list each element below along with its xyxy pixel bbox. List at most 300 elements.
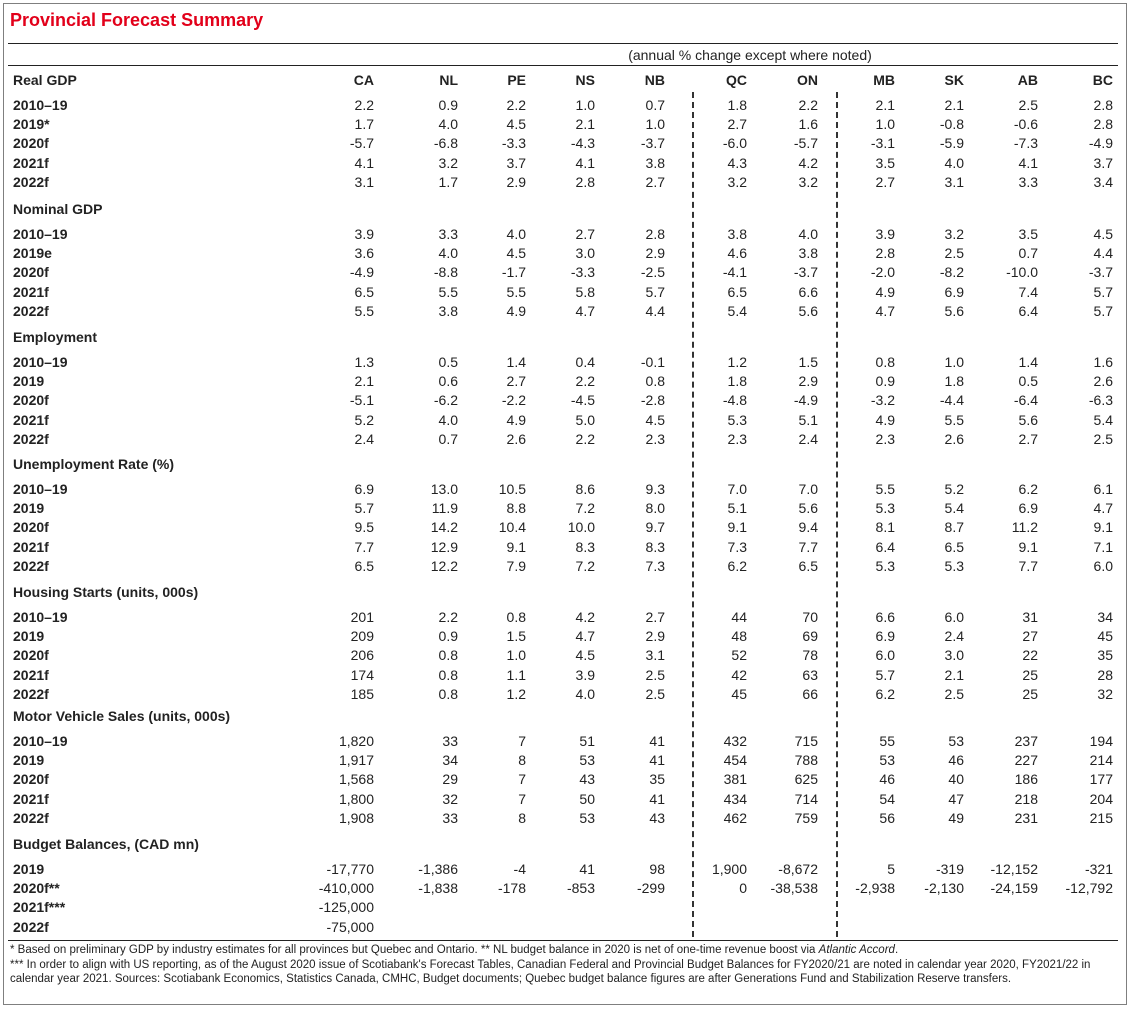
table-cell: 0.9: [875, 373, 895, 390]
row-label: 2022f: [13, 557, 49, 574]
table-cell: -8.2: [939, 264, 964, 281]
table-cell: -4.5: [570, 392, 595, 409]
table-cell: 6.9: [944, 283, 964, 300]
table-cell: -2.0: [870, 264, 895, 281]
table-cell: 0.7: [645, 97, 665, 113]
row-label: 2010–19: [13, 481, 68, 497]
table-cell: 3.2: [727, 173, 747, 190]
table-cell: -125,000: [318, 899, 374, 916]
row-label: 2019: [13, 628, 45, 645]
table-cell: 5.7: [1093, 302, 1113, 319]
column-header: NB: [644, 72, 665, 88]
table-cell: 5.3: [875, 557, 895, 574]
table-cell: 2.2: [354, 97, 374, 113]
table-cell: 2.7: [645, 173, 665, 190]
table-cell: 5.2: [354, 411, 374, 428]
table-cell: 5.1: [727, 500, 747, 517]
table-cell: 2.3: [875, 430, 895, 447]
table-cell: 40: [948, 771, 964, 788]
table-cell: 2.6: [506, 430, 526, 447]
table-cell: 2.7: [875, 173, 895, 190]
row-label: 2022f: [13, 685, 49, 702]
table-cell: 4.9: [506, 411, 526, 428]
table-cell: 2.9: [798, 373, 818, 390]
table-cell: -3.3: [501, 135, 526, 152]
table-cell: 434: [723, 790, 747, 807]
column-header: NL: [439, 72, 458, 88]
column-header: SK: [944, 72, 964, 88]
table-cell: 1,568: [338, 771, 374, 788]
table-cell: 35: [1097, 647, 1113, 664]
table-cell: 5.5: [875, 481, 895, 497]
footer-rule: [8, 940, 1118, 941]
page-title: Provincial Forecast Summary: [10, 10, 264, 30]
column-header: NS: [575, 72, 595, 88]
table-cell: 6.0: [875, 647, 895, 664]
table-cell: 6.5: [354, 557, 374, 574]
table-cell: 9.1: [1093, 519, 1113, 536]
table-cell: 381: [723, 771, 747, 788]
table-cell: 2.5: [645, 666, 665, 683]
row-label: 2019: [13, 500, 45, 517]
footnotes: [10, 943, 1120, 987]
table-cell: 5.4: [1093, 411, 1113, 428]
table-cell: -1.7: [501, 264, 526, 281]
table-cell: 11.9: [431, 500, 458, 517]
table-cell: 2.1: [354, 373, 374, 390]
column-header: CA: [353, 72, 374, 88]
table-cell: 7: [518, 733, 526, 749]
table-cell: 7.7: [1018, 557, 1038, 574]
table-cell: 2.8: [1093, 97, 1113, 113]
table-cell: 5.4: [944, 500, 964, 517]
table-cell: 2.8: [1093, 116, 1113, 133]
table-cell: 13.0: [430, 481, 458, 497]
table-cell: 5.6: [798, 302, 818, 319]
table-cell: 4.3: [727, 154, 747, 171]
table-cell: 714: [794, 790, 818, 807]
table-cell: -3.2: [870, 392, 895, 409]
table-cell: -3.7: [1088, 264, 1113, 281]
table-cell: 2.7: [506, 373, 526, 390]
table-cell: 2.2: [438, 609, 458, 625]
row-label: 2019*: [13, 116, 50, 133]
section-heading: Motor Vehicle Sales (units, 000s): [13, 708, 231, 724]
table-cell: 53: [579, 752, 595, 769]
table-cell: 0.5: [438, 354, 458, 370]
table-cell: 2.7: [727, 116, 747, 133]
table-cell: 1.0: [506, 647, 526, 664]
table-cell: 53: [579, 809, 595, 826]
table-cell: 6.5: [727, 283, 747, 300]
table-cell: 2.5: [645, 685, 665, 702]
column-header: MB: [873, 72, 895, 88]
table-cell: 50: [579, 790, 595, 807]
table-cell: 12.9: [430, 538, 458, 555]
table-cell: 4.1: [1018, 154, 1038, 171]
column-header: BC: [1092, 72, 1113, 88]
table-cell: 5.7: [645, 283, 665, 300]
table-cell: 759: [794, 809, 818, 826]
row-label: 2021f: [13, 790, 49, 807]
table-cell: 4.5: [506, 116, 526, 133]
table-cell: 209: [350, 628, 374, 645]
table-cell: 63: [802, 666, 818, 683]
table-cell: 0.8: [645, 373, 665, 390]
table-cell: 98: [649, 861, 665, 877]
table-cell: 8.3: [575, 538, 595, 555]
table-cell: 4.7: [1093, 500, 1113, 517]
table-cell: 5.2: [944, 481, 964, 497]
table-cell: 0.8: [506, 609, 526, 625]
row-label: 2020f: [13, 135, 49, 152]
table-cell: 1.4: [1018, 354, 1038, 370]
table-cell: 1,820: [338, 733, 374, 749]
table-cell: 1.7: [438, 173, 458, 190]
table-cell: 48: [731, 628, 747, 645]
table-cell: 5.3: [875, 500, 895, 517]
table-cell: 7.4: [1018, 283, 1038, 300]
table-cell: 4.2: [798, 154, 818, 171]
table-cell: 2.9: [506, 173, 526, 190]
table-cell: 2.5: [1018, 97, 1038, 113]
table-cell: 7.3: [727, 538, 747, 555]
table-cell: 2.5: [944, 685, 964, 702]
table-cell: 5: [887, 861, 895, 877]
table-cell: 78: [802, 647, 818, 664]
table-cell: 1,908: [338, 809, 374, 826]
table-cell: 3.8: [727, 226, 747, 242]
table-cell: 194: [1089, 733, 1113, 749]
table-cell: 8.3: [645, 538, 665, 555]
table-cell: 51: [579, 733, 595, 749]
row-label: 2019: [13, 752, 45, 769]
table-cell: 1,917: [338, 752, 374, 769]
table-cell: 1.5: [506, 628, 526, 645]
table-cell: -1,838: [418, 880, 458, 897]
table-cell: 2.4: [798, 430, 818, 447]
table-cell: -4.8: [722, 392, 747, 409]
table-cell: -853: [566, 880, 595, 897]
table-cell: 6.9: [354, 481, 374, 497]
table-cell: -299: [636, 880, 665, 897]
table-cell: 56: [879, 809, 895, 826]
table-cell: -6.0: [722, 135, 747, 152]
table-cell: 8: [518, 809, 526, 826]
table-cell: 2.1: [875, 97, 895, 113]
table-cell: 5.3: [727, 411, 747, 428]
row-label: 2019: [13, 861, 45, 877]
table-cell: 3.8: [645, 154, 665, 171]
table-cell: 7.7: [354, 538, 374, 555]
column-header: AB: [1017, 72, 1038, 88]
table-cell: 2.2: [575, 373, 595, 390]
table-cell: 6.6: [798, 283, 818, 300]
table-cell: 44: [731, 609, 747, 625]
table-cell: 4.4: [645, 302, 665, 319]
table-cell: 215: [1089, 809, 1113, 826]
table-cell: 4.0: [575, 685, 595, 702]
table-cell: 1,900: [711, 861, 747, 877]
section-heading: Housing Starts (units, 000s): [13, 584, 199, 600]
table-cell: -5.9: [939, 135, 964, 152]
table-cell: -10.0: [1006, 264, 1038, 281]
table-cell: 7.9: [506, 557, 526, 574]
table-cell: 6.2: [727, 557, 747, 574]
table-cell: 0.9: [438, 97, 458, 113]
table-cell: 4.5: [506, 245, 526, 262]
row-label: 2021f: [13, 538, 49, 555]
table-cell: 3.8: [798, 245, 818, 262]
table-cell: 201: [350, 609, 374, 625]
row-label: 2020f: [13, 264, 49, 281]
table-cell: 432: [723, 733, 747, 749]
table-cell: 3.6: [354, 245, 374, 262]
table-cell: -0.8: [939, 116, 964, 133]
row-label: 2010–19: [13, 733, 68, 749]
table-cell: 55: [879, 733, 895, 749]
table-cell: 1.4: [506, 354, 526, 370]
table-cell: -2,130: [924, 880, 964, 897]
table-cell: -6.4: [1013, 392, 1038, 409]
table-cell: -4.1: [722, 264, 747, 281]
table-cell: 1.0: [575, 97, 595, 113]
table-cell: 7.2: [575, 500, 595, 517]
table-cell: 25: [1022, 685, 1038, 702]
table-cell: 0.9: [438, 628, 458, 645]
table-cell: 22: [1022, 647, 1038, 664]
table-cell: 3.0: [944, 647, 964, 664]
table-cell: 53: [879, 752, 895, 769]
row-label: 2010–19: [13, 354, 68, 370]
table-cell: 4.0: [798, 226, 818, 242]
row-label: 2022f: [13, 430, 49, 447]
table-cell: 41: [649, 733, 665, 749]
table-cell: 4.9: [875, 411, 895, 428]
table-cell: 34: [442, 752, 458, 769]
table-cell: 2.7: [645, 609, 665, 625]
table-cell: 42: [731, 666, 747, 683]
table-cell: 1.8: [944, 373, 964, 390]
table-cell: 3.9: [875, 226, 895, 242]
table-cell: 1.5: [798, 354, 818, 370]
table-cell: 33: [442, 733, 458, 749]
table-cell: 7.0: [727, 481, 747, 497]
table-cell: 3.1: [944, 173, 964, 190]
table-cell: 5.7: [1093, 283, 1113, 300]
row-label: 2010–19: [13, 226, 68, 242]
table-cell: -5.7: [349, 135, 374, 152]
table-cell: 6.2: [875, 685, 895, 702]
table-cell: 14.2: [430, 519, 458, 536]
table-cell: 9.7: [645, 519, 665, 536]
row-label: 2020f: [13, 771, 49, 788]
top-rule: [8, 43, 1118, 44]
table-cell: 2.3: [645, 430, 665, 447]
row-label: 2021f***: [13, 899, 66, 916]
divider-atlantic: [692, 92, 694, 937]
table-cell: 3.1: [645, 647, 665, 664]
table-cell: 1.3: [354, 354, 374, 370]
table-cell: -4.9: [793, 392, 818, 409]
table-cell: 3.1: [354, 173, 374, 190]
table-cell: 27: [1022, 628, 1038, 645]
table-cell: 185: [350, 685, 374, 702]
table-cell: 10.0: [567, 519, 595, 536]
row-label: 2022f: [13, 918, 49, 935]
table-cell: 8.0: [645, 500, 665, 517]
table-cell: 9.1: [506, 538, 526, 555]
table-cell: 4.7: [575, 302, 595, 319]
table-cell: 1.1: [506, 666, 526, 683]
table-cell: -38,538: [770, 880, 818, 897]
table-cell: 6.1: [1093, 481, 1113, 497]
table-cell: -4.4: [939, 392, 964, 409]
table-cell: 69: [802, 628, 818, 645]
table-cell: 2.7: [575, 226, 595, 242]
table-cell: 2.6: [944, 430, 964, 447]
table-cell: 2.5: [1093, 430, 1113, 447]
table-cell: 2.8: [575, 173, 595, 190]
table-cell: 46: [948, 752, 964, 769]
table-cell: 3.3: [438, 226, 458, 242]
table-cell: -2.5: [640, 264, 665, 281]
table-cell: 10.5: [498, 481, 526, 497]
table-cell: 715: [794, 733, 818, 749]
table-cell: 4.9: [875, 283, 895, 300]
table-cell: 1.2: [506, 685, 526, 702]
table-cell: 47: [948, 790, 964, 807]
table-cell: 5.5: [944, 411, 964, 428]
table-cell: -6.8: [433, 135, 458, 152]
table-cell: -2.2: [501, 392, 526, 409]
table-cell: -3.7: [640, 135, 665, 152]
table-cell: 462: [723, 809, 747, 826]
table-cell: 29: [442, 771, 458, 788]
table-cell: 12.2: [430, 557, 458, 574]
row-label: 2021f: [13, 154, 49, 171]
section-heading: Real GDP: [13, 72, 77, 88]
table-cell: 25: [1022, 666, 1038, 683]
header-rule: [8, 65, 1118, 66]
table-cell: 454: [723, 752, 747, 769]
table-cell: 3.4: [1093, 173, 1113, 190]
table-cell: 5.8: [575, 283, 595, 300]
section-heading: Employment: [13, 329, 98, 345]
table-cell: 2.1: [944, 97, 964, 113]
table-cell: 8.6: [575, 481, 595, 497]
table-cell: 66: [802, 685, 818, 702]
table-cell: 1.2: [727, 354, 747, 370]
table-cell: 2.1: [575, 116, 595, 133]
units-note: (annual % change except where noted): [628, 47, 872, 63]
table-cell: 214: [1089, 752, 1113, 769]
table-cell: -5.7: [793, 135, 818, 152]
table-cell: 41: [579, 861, 595, 877]
table-cell: 45: [1097, 628, 1113, 645]
table-cell: 0.8: [438, 647, 458, 664]
section-heading: Unemployment Rate (%): [13, 456, 175, 472]
table-cell: 6.5: [944, 538, 964, 555]
table-cell: 2.4: [354, 430, 374, 447]
row-label: 2020f: [13, 647, 49, 664]
row-label: 2022f: [13, 809, 49, 826]
table-cell: 2.9: [645, 628, 665, 645]
table-cell: 2.2: [575, 430, 595, 447]
table-cell: -8,672: [778, 861, 818, 877]
table-cell: 5.6: [1018, 411, 1038, 428]
table-cell: 4.2: [575, 609, 595, 625]
table-cell: 8.8: [506, 500, 526, 517]
table-cell: 1.0: [875, 116, 895, 133]
table-cell: -5.1: [349, 392, 374, 409]
table-cell: -24,159: [990, 880, 1038, 897]
table-cell: 5.3: [944, 557, 964, 574]
table-cell: 0.4: [575, 354, 595, 370]
table-cell: 1.6: [1093, 354, 1113, 370]
table-cell: 7: [518, 790, 526, 807]
table-cell: -178: [497, 880, 526, 897]
table-cell: -4: [513, 861, 526, 877]
table-cell: 9.4: [798, 519, 818, 536]
table-cell: -12,792: [1065, 880, 1113, 897]
table-cell: 45: [731, 685, 747, 702]
row-label: 2020f: [13, 519, 49, 536]
table-cell: 10.4: [498, 519, 526, 536]
table-cell: 3.9: [354, 226, 374, 242]
table-cell: 4.1: [354, 154, 374, 171]
table-cell: 49: [948, 809, 964, 826]
table-cell: 174: [350, 666, 374, 683]
table-cell: -2,938: [855, 880, 895, 897]
table-cell: 5.6: [944, 302, 964, 319]
table-cell: 7: [518, 771, 526, 788]
table-cell: 70: [802, 609, 818, 625]
table-cell: 231: [1014, 809, 1038, 826]
row-label: 2022f: [13, 302, 49, 319]
table-cell: 3.7: [1093, 154, 1113, 171]
table-cell: 5.7: [354, 500, 374, 517]
table-cell: 6.0: [944, 609, 964, 625]
table-cell: 7.0: [798, 481, 818, 497]
table-cell: 6.5: [798, 557, 818, 574]
table-cell: 177: [1089, 771, 1113, 788]
table-cell: 5.5: [438, 283, 458, 300]
table-cell: 0.8: [438, 666, 458, 683]
table-cell: -0.6: [1013, 116, 1038, 133]
row-label: 2019: [13, 373, 45, 390]
table-cell: 4.4: [1093, 245, 1113, 262]
table-cell: 237: [1014, 733, 1038, 749]
column-header: ON: [797, 72, 818, 88]
row-label: 2022f: [13, 173, 49, 190]
footnote-1: * Based on preliminary GDP by industry estimates for all provinces but Quebec and Ontario. ** NL budget balance in 2020 is net of one-time revenue boost via Atlantic Accord.: [10, 944, 899, 956]
row-label: 2019e: [13, 245, 52, 262]
table-cell: -3.7: [793, 264, 818, 281]
table-cell: 4.9: [506, 302, 526, 319]
table-cell: 5.5: [506, 283, 526, 300]
table-cell: 1.8: [727, 373, 747, 390]
table-cell: 3.2: [438, 154, 458, 171]
table-cell: 227: [1014, 752, 1038, 769]
table-cell: 8.7: [944, 519, 964, 536]
table-cell: 4.0: [438, 245, 458, 262]
table-cell: -4.3: [570, 135, 595, 152]
table-cell: 7.7: [798, 538, 818, 555]
table-cell: 4.7: [575, 628, 595, 645]
table-cell: 4.5: [645, 411, 665, 428]
table-cell: 53: [948, 733, 964, 749]
